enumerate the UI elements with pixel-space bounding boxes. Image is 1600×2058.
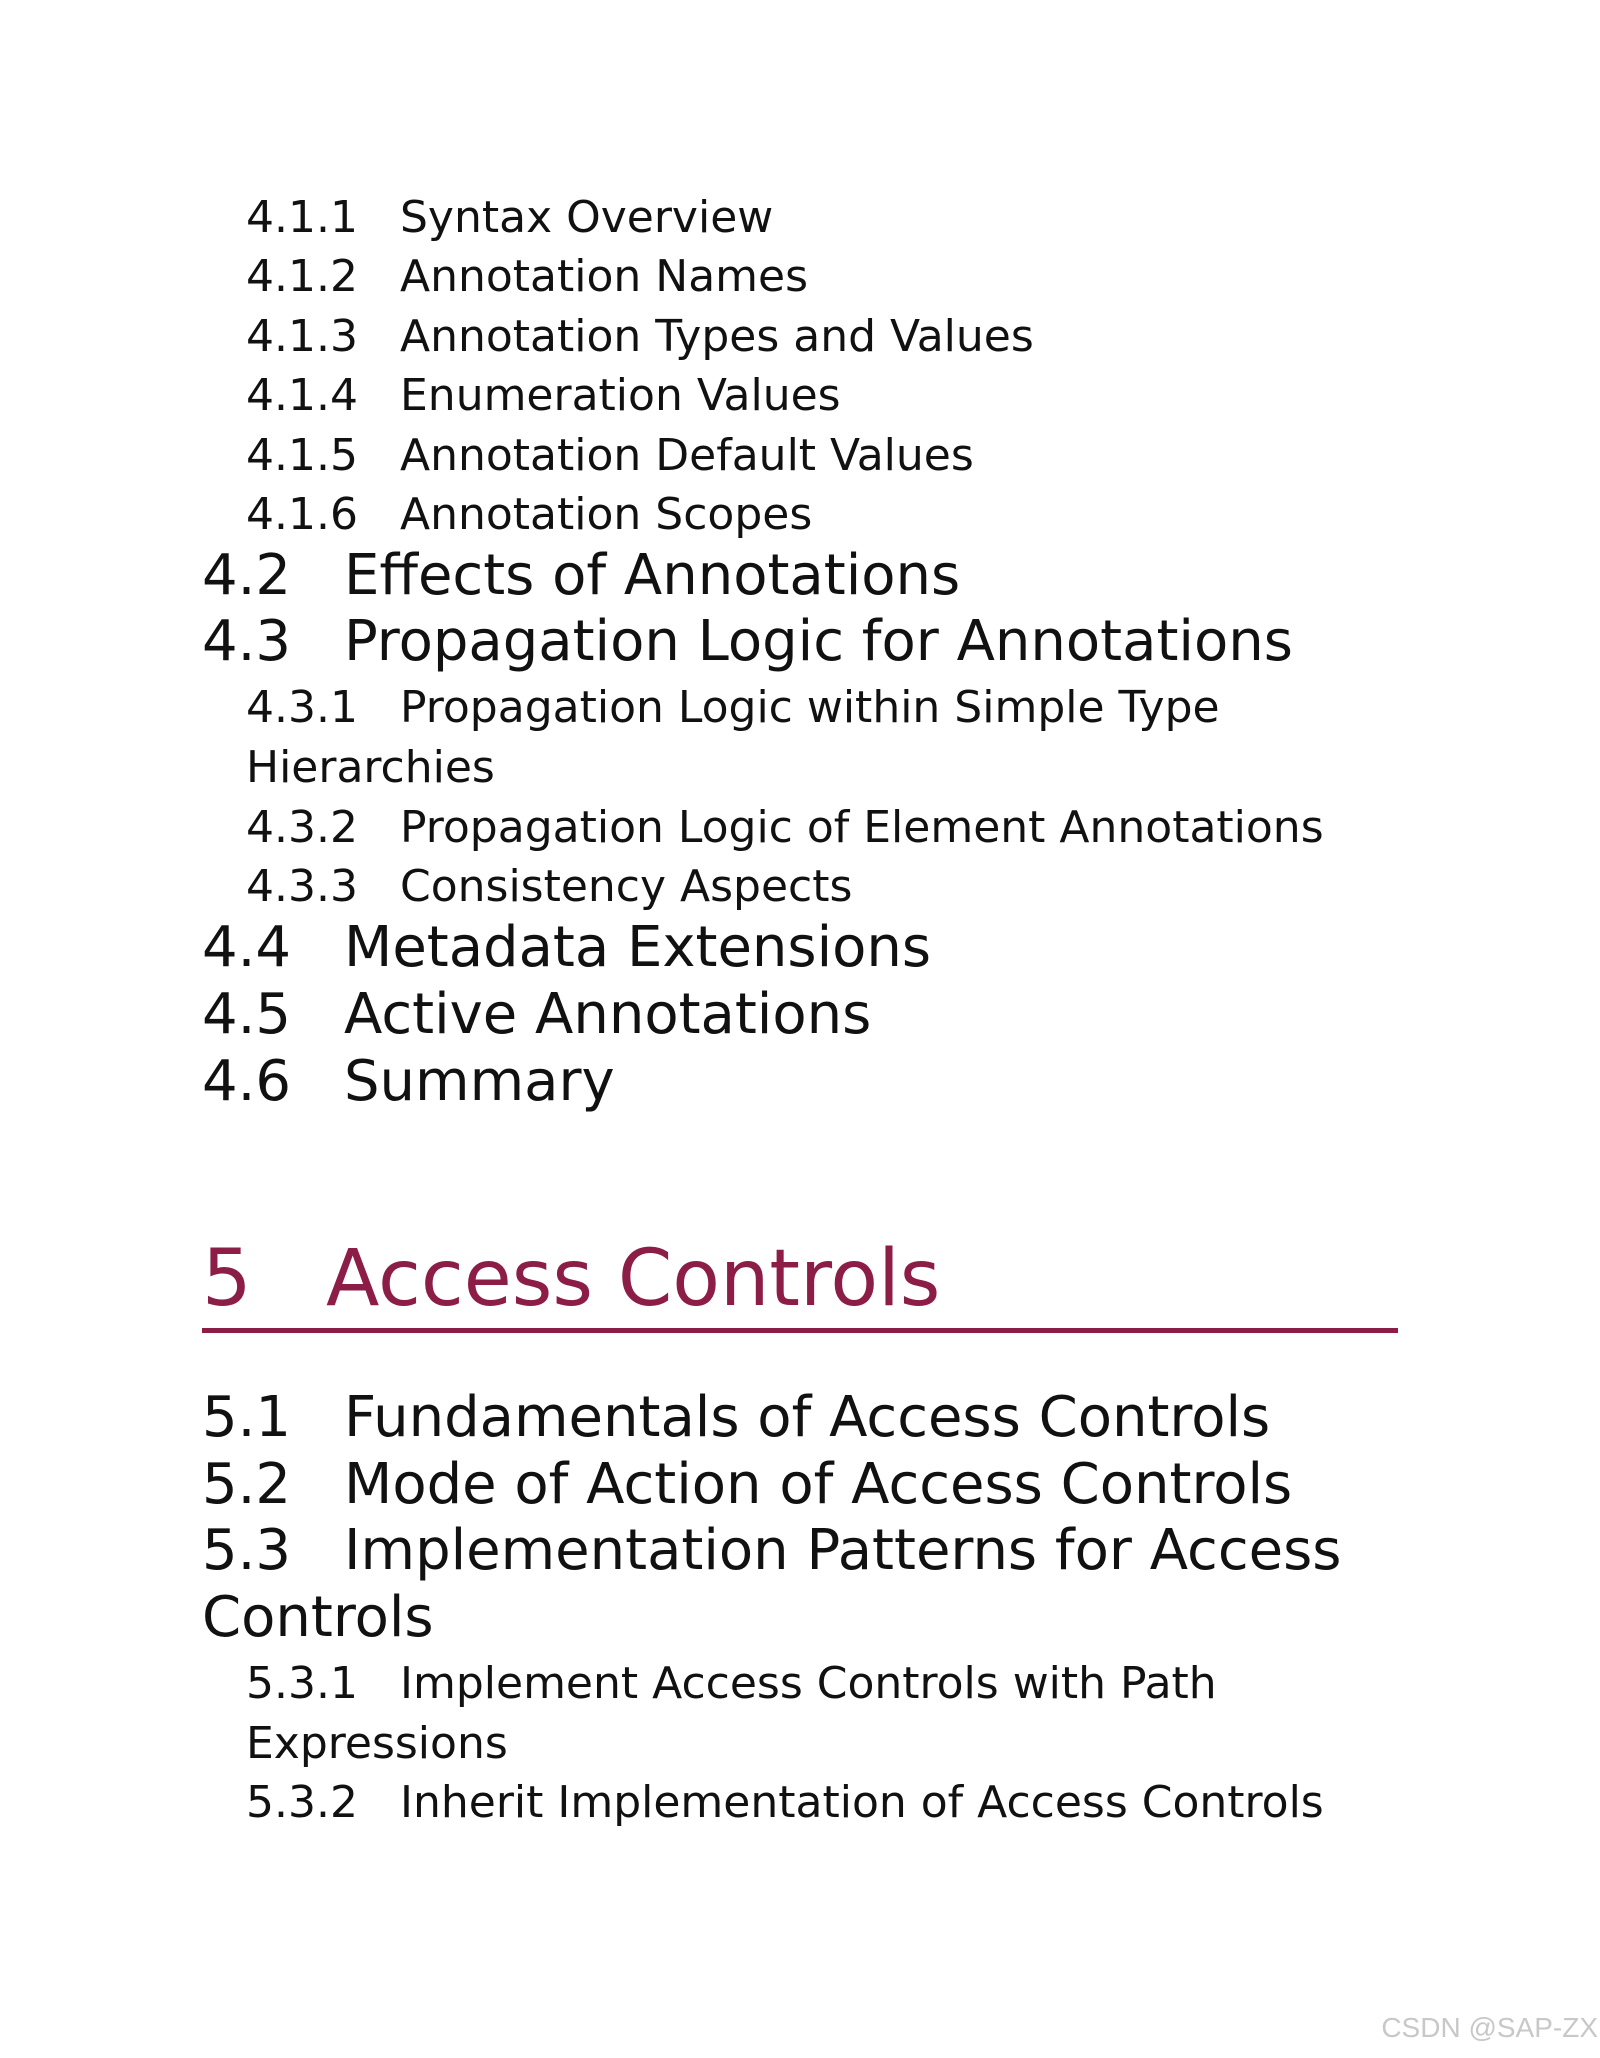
toc-title: Annotation Scopes [400, 489, 813, 540]
toc-title: Annotation Types and Values [400, 311, 1034, 362]
toc-title: Inherit Implementation of Access Controls [400, 1777, 1324, 1828]
toc-title: Mode of Action of Access Controls [344, 1452, 1293, 1517]
toc-number: 4.4 [202, 915, 292, 980]
toc-number: 4.1.6 [246, 489, 358, 540]
toc-entry-4-1-5[interactable] [246, 430, 974, 481]
toc-title: Propagation Logic of Element Annotations [400, 802, 1324, 853]
toc-number: 5.1 [202, 1385, 292, 1450]
toc-title: Fundamentals of Access Controls [344, 1385, 1271, 1450]
toc-entry-4-1-1[interactable] [246, 192, 774, 243]
toc-number: 4.1.5 [246, 430, 358, 481]
toc-title: Annotation Default Values [400, 430, 974, 481]
toc-entry-5-3[interactable] [202, 1518, 1342, 1583]
toc-title: Annotation Names [400, 251, 809, 302]
toc-entry-4-4[interactable] [202, 915, 932, 980]
toc-title: Effects of Annotations [344, 543, 961, 608]
toc-entry-4-1-6[interactable] [246, 489, 813, 540]
toc-entry-4-1-2[interactable] [246, 251, 809, 302]
toc-entry-4-3[interactable] [202, 609, 1293, 674]
toc-title: Metadata Extensions [344, 915, 932, 980]
toc-title: Enumeration Values [400, 370, 841, 421]
toc-entry-4-1-4[interactable] [246, 370, 841, 421]
chapter-title: Access Controls [326, 1234, 941, 1324]
toc-number: 4.6 [202, 1049, 292, 1114]
toc-number: 4.2 [202, 543, 292, 608]
toc-number: 4.1.1 [246, 192, 358, 243]
toc-number: 5.2 [202, 1452, 292, 1517]
toc-title-continuation: Controls [202, 1585, 434, 1650]
toc-entry-4-2[interactable] [202, 543, 961, 608]
toc-entry-4-3-2[interactable] [246, 802, 1324, 853]
toc-entry-5-1[interactable] [202, 1385, 1271, 1450]
toc-entry-5-3-2[interactable] [246, 1777, 1324, 1828]
chapter-number: 5 [202, 1234, 252, 1324]
toc-number: 4.1.4 [246, 370, 358, 421]
toc-title: Implement Access Controls with Path [400, 1658, 1217, 1709]
toc-title: Active Annotations [344, 982, 872, 1047]
chapter-heading-5[interactable] [202, 1234, 941, 1324]
toc-number: 4.5 [202, 982, 292, 1047]
toc-number: 4.1.3 [246, 311, 358, 362]
chapter-underline [202, 1328, 1398, 1333]
watermark: CSDN @SAP-ZX [1381, 2012, 1598, 2043]
toc-title-continuation: Expressions [246, 1718, 508, 1769]
toc-number: 4.3.3 [246, 861, 358, 912]
toc-title: Syntax Overview [400, 192, 774, 243]
toc-entry-4-5[interactable] [202, 982, 872, 1047]
toc-title: Consistency Aspects [400, 861, 853, 912]
toc-number: 4.3.1 [246, 682, 358, 733]
toc-number: 4.3 [202, 609, 292, 674]
toc-number: 4.1.2 [246, 251, 358, 302]
toc-title: Summary [344, 1049, 615, 1114]
toc-number: 4.3.2 [246, 802, 358, 853]
toc-entry-4-6[interactable] [202, 1049, 615, 1114]
toc-entry-4-1-3[interactable] [246, 311, 1034, 362]
toc-title-continuation: Hierarchies [246, 742, 495, 793]
toc-number: 5.3.2 [246, 1777, 358, 1828]
toc-entry-5-2[interactable] [202, 1452, 1293, 1517]
toc-entry-4-3-3[interactable] [246, 861, 853, 912]
toc-number: 5.3.1 [246, 1658, 358, 1709]
toc-title: Propagation Logic within Simple Type [400, 682, 1220, 733]
toc-entry-4-3-1[interactable] [246, 682, 1220, 733]
toc-title: Implementation Patterns for Access [344, 1518, 1342, 1583]
toc-number: 5.3 [202, 1518, 292, 1583]
toc-title: Propagation Logic for Annotations [344, 609, 1293, 674]
toc-entry-5-3-1[interactable] [246, 1658, 1217, 1709]
